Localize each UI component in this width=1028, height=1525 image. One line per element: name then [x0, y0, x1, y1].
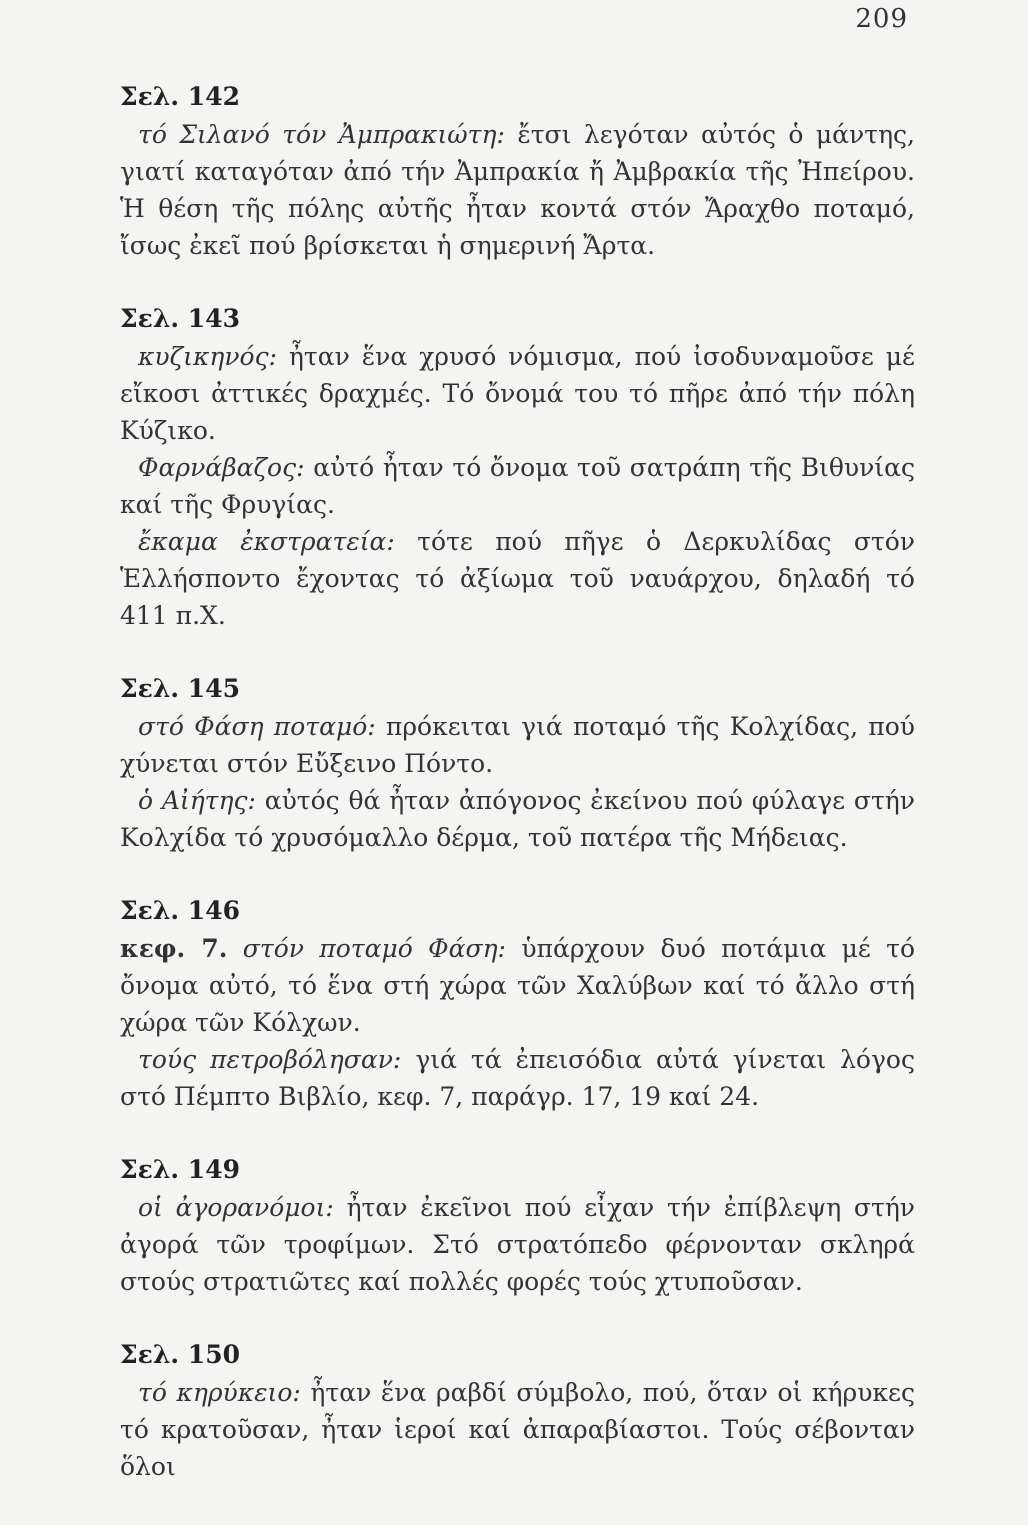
note-term: Φαρνάβαζος:: [138, 453, 305, 482]
note-text: αὐτός θά ἦταν ἀπόγονος ἐκείνου πού φύλαγε στήν Κολχίδα τό χρυσόμαλλο δέρμα, τοῦ πατέρα τῆς Μήδειας.: [120, 786, 915, 852]
note-term: τό Σιλανό τόν Ἀμπρακιώτη:: [138, 120, 505, 149]
section-heading: Σελ. 143: [120, 304, 240, 333]
note-section: [120, 82, 915, 264]
note-section: [120, 1155, 915, 1300]
section-heading: Σελ. 150: [120, 1340, 240, 1369]
note-entry: [120, 930, 915, 1041]
note-text: αὐτό ἦταν τό ὄνομα τοῦ σατράπη τῆς Βιθυνίας καί τῆς Φρυγίας.: [120, 453, 915, 519]
note-term: ἔκαμα ἐκστρατεία:: [138, 527, 395, 556]
note-term: ὁ Αἰήτης:: [138, 786, 256, 815]
note-entry: [120, 449, 915, 523]
note-term: κυζικηνός:: [138, 342, 277, 371]
note-entry: [120, 1041, 915, 1115]
note-entry: [120, 782, 915, 856]
note-text: γιά τά ἐπεισόδια αὐτά γίνεται λόγος στό Πέμπτο Βιβλίο, κεφ. 7, παράγρ. 17, 19 καί 24.: [120, 1045, 915, 1111]
note-term: στόν ποταμό Φάση:: [227, 934, 506, 963]
section-heading: Σελ. 149: [120, 1155, 240, 1184]
note-text: πρόκειται γιά ποταμό τῆς Κολχίδας, πού χύνεται στόν Εὔξεινο Πόντο.: [120, 712, 915, 778]
page-number: 209: [855, 4, 908, 34]
note-term: οἱ ἀγορανόμοι:: [138, 1193, 334, 1222]
note-text: ἦταν ἐκεῖνοι πού εἶχαν τήν ἐπίβλεψη στήν ἀγορά τῶν τροφίμων. Στό στρατόπεδο φέρνονταν σκληρά στούς στρατιῶτες καί πολλές φορές τούς χτυποῦσαν.: [120, 1193, 915, 1296]
section-heading: Σελ. 145: [120, 674, 240, 703]
note-text: τότε πού πῆγε ὁ Δερκυλίδας στόν Ἑλλήσποντο ἔχοντας τό ἀξίωμα τοῦ ναυάρχου, δηλαδή τό 411 π.Χ.: [120, 527, 915, 630]
note-term: τό κηρύκειο:: [138, 1378, 301, 1407]
note-term: τούς πετροβόλησαν:: [138, 1045, 402, 1074]
notes-content: [120, 82, 915, 1525]
note-entry: [120, 116, 915, 264]
note-entry: [120, 523, 915, 634]
note-entry: [120, 338, 915, 449]
note-entry: [120, 708, 915, 782]
chapter-label: κεφ. 7.: [120, 934, 228, 963]
note-section: [120, 896, 915, 1115]
note-entry: [120, 1374, 915, 1485]
note-section: [120, 674, 915, 856]
note-text: ἦταν ἕνα ραβδί σύμβολο, πού, ὅταν οἱ κήρυκες τό κρατοῦσαν, ἦταν ἱεροί καί ἀπαραβίαστοι. Τούς σέβονταν ὅλοι: [120, 1378, 915, 1481]
section-heading: Σελ. 146: [120, 896, 240, 925]
section-heading: Σελ. 142: [120, 82, 240, 111]
note-section: [120, 1340, 915, 1485]
note-section: [120, 304, 915, 634]
note-text: ἔτσι λεγόταν αὐτός ὁ μάντης, γιατί καταγόταν ἀπό τήν Ἀμπρακία ἤ Ἀμβρακία τῆς Ἠπείρου. Ἡ θέση τῆς πόλης αὐτῆς ἦταν κοντά στόν Ἄραχθο ποταμό, ἴσως ἐκεῖ πού βρίσκεται ἡ σημερινή Ἄρτα.: [120, 120, 915, 260]
note-text: ἦταν ἕνα χρυσό νόμισμα, πού ἰσοδυναμοῦσε μέ εἴκοσι ἀττικές δραχμές. Τό ὄνομά του τό πῆρε ἀπό τήν πόλη Κύζικο.: [120, 342, 915, 445]
note-text: ὑπάρχουν δυό ποτάμια μέ τό ὄνομα αὐτό, τό ἕνα στή χώρα τῶν Χαλύβων καί τό ἄλλο στή χώρα τῶν Κόλχων.: [120, 934, 916, 1037]
note-entry: [120, 1189, 915, 1300]
note-term: στό Φάση ποταμό:: [138, 712, 376, 741]
